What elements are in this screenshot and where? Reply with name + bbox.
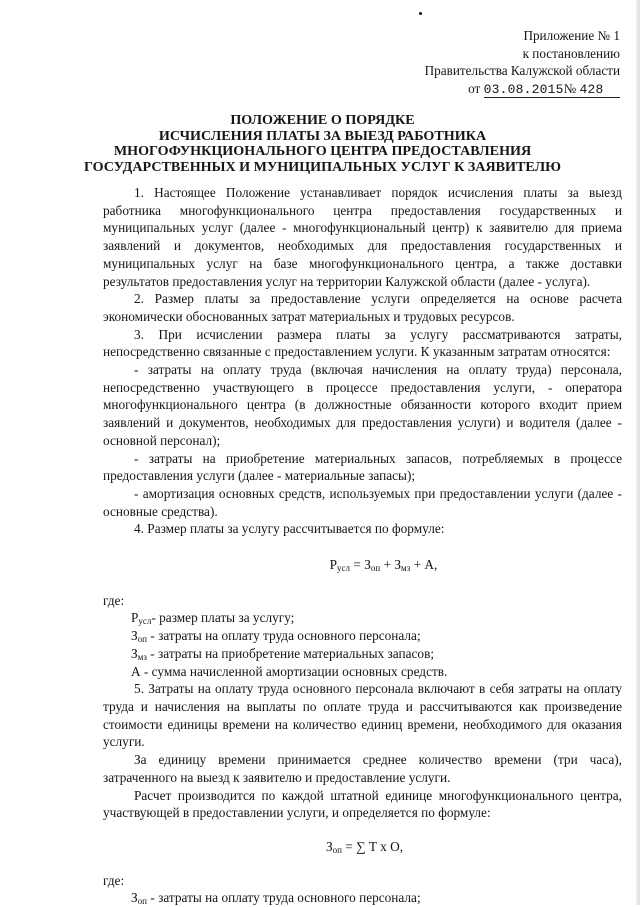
- where-label-2: где:: [103, 872, 125, 888]
- paragraph-3-item-depreciation: - амортизация основных средств, используемых при предоставлении услуги (далее - основные средства).: [103, 485, 622, 519]
- date-number-field: [484, 81, 620, 98]
- def-labor-subscript: оп: [137, 634, 147, 645]
- document-body: [103, 184, 622, 907]
- paragraph-4: 4. Размер платы за услугу рассчитывается по формуле:: [134, 521, 445, 537]
- formula-labor-rhs: = ∑ T x O,: [341, 838, 404, 854]
- def-fee-subscript: усл: [138, 616, 152, 627]
- scan-edge-shadow: [636, 0, 640, 905]
- def-fee-text: - размер платы за услугу;: [151, 610, 295, 626]
- def-materials-subscript: мз: [137, 651, 147, 662]
- definition-labor-costs: [103, 627, 622, 645]
- def-materials-symbol: З: [131, 645, 138, 661]
- document-title: [50, 113, 595, 175]
- formula-fee-term2-subscript: мз: [401, 563, 411, 574]
- handwritten-number: 428: [579, 81, 604, 97]
- formula-labor-subscript: оп: [332, 844, 342, 855]
- def-labor-text: - затраты на оплату труда основного персонала;: [147, 628, 421, 644]
- formula-fee-term3: + A,: [410, 557, 438, 573]
- appendix-line-1: Приложение № 1: [523, 28, 620, 43]
- appendix-line-3: Правительства Калужской области: [424, 63, 620, 78]
- paragraph-3-item-labor: - затраты на оплату труда (включая начисления на оплату труда) персонала, непосредственно участвующего в процессе предоставления услуги, - оператора многофункционального центра (в должностные обязанности которого входит прием заявлений и документов, необходимых для предоставления услуги) и водителя (далее - основной персонал);: [103, 362, 622, 448]
- title-line-4: ГОСУДАРСТВЕННЫХ И МУНИЦИПАЛЬНЫХ УСЛУГ К ЗАЯВИТЕЛЮ: [84, 158, 561, 175]
- formula-fee-subscript: усл: [337, 563, 351, 574]
- def2-labor-text: - затраты на оплату труда основного персонала;: [147, 890, 421, 906]
- date-prefix: от: [468, 80, 481, 96]
- paragraph-6: За единицу времени принимается среднее количество времени (три часа), затраченного на выезд к заявителю и предоставление услуги.: [103, 752, 622, 785]
- number-sign: №: [563, 80, 577, 96]
- appendix-date-line: [425, 80, 620, 98]
- appendix-line-2: к постановлению: [522, 45, 620, 61]
- formula-labor: [103, 838, 622, 856]
- definition-depreciation: А - сумма начисленной амортизации основных средств.: [131, 663, 448, 679]
- def2-labor-symbol: З: [131, 890, 138, 906]
- def-labor-symbol: З: [131, 628, 138, 644]
- handwritten-date: 03.08.2015: [483, 81, 564, 97]
- title-line-2: ИСЧИСЛЕНИЯ ПЛАТЫ ЗА ВЫЕЗД РАБОТНИКА: [158, 127, 487, 144]
- definition-labor-costs-2: [103, 889, 622, 907]
- scan-artifact-dot: [419, 12, 422, 15]
- where-label-1: где:: [103, 592, 125, 608]
- formula-fee: [103, 556, 622, 574]
- formula-labor-symbol: З: [325, 838, 333, 854]
- formula-fee-symbol: P: [329, 557, 338, 573]
- paragraph-3-item-materials: - затраты на приобретение материальных запасов, потребляемых в процессе предоставления услуги (далее - материальные запасы);: [103, 450, 622, 484]
- def-materials-text: - затраты на приобретение материальных запасов;: [146, 645, 435, 661]
- definition-material-costs: [103, 645, 622, 663]
- appendix-header: [425, 27, 620, 98]
- paragraph-2: 2. Размер платы за предоставление услуги определяется на основе расчета экономически обоснованных затрат материальных и трудовых ресурсов.: [103, 291, 622, 324]
- formula-fee-term1: = З: [350, 557, 371, 573]
- paragraph-5: 5. Затраты на оплату труда основного персонала включают в себя затраты на оплату труда и начисления на выплаты по оплате труда и рассчитываются как произведение стоимости единицы времени на количество единиц времени, необходимого для оказания услуги.: [103, 681, 622, 750]
- def-fee-symbol: P: [131, 610, 139, 626]
- definition-fee: [103, 609, 622, 627]
- def2-labor-subscript: оп: [137, 896, 147, 907]
- title-line-1: ПОЛОЖЕНИЕ О ПОРЯДКЕ: [230, 112, 415, 128]
- paragraph-1: 1. Настоящее Положение устанавливает порядок исчисления платы за выезд работника многофункционального центра предоставления государственных и муниципальных услуг (далее - многофункциональный центр) к заявителю для приема заявлений и документов, необходимых для предоставления государственных и муниципальных услуг на базе многофункционального центра, а также доставки результатов предоставления услуг на территории Калужской области (далее - услуга).: [103, 185, 622, 289]
- formula-fee-term1-subscript: оп: [370, 563, 381, 574]
- formula-fee-term2: + З: [380, 557, 401, 573]
- paragraph-3: 3. При исчислении размера платы за услугу рассматриваются затраты, непосредственно связанные с предоставлением услуги. К указанным затратам относятся:: [103, 326, 622, 360]
- title-line-3: МНОГОФУНКЦИОНАЛЬНОГО ЦЕНТРА ПРЕДОСТАВЛЕНИЯ: [113, 143, 532, 159]
- paragraph-7: Расчет производится по каждой штатной единице многофункционального центра, участвующей в предоставлении услуги, и определяется по формуле:: [103, 787, 622, 821]
